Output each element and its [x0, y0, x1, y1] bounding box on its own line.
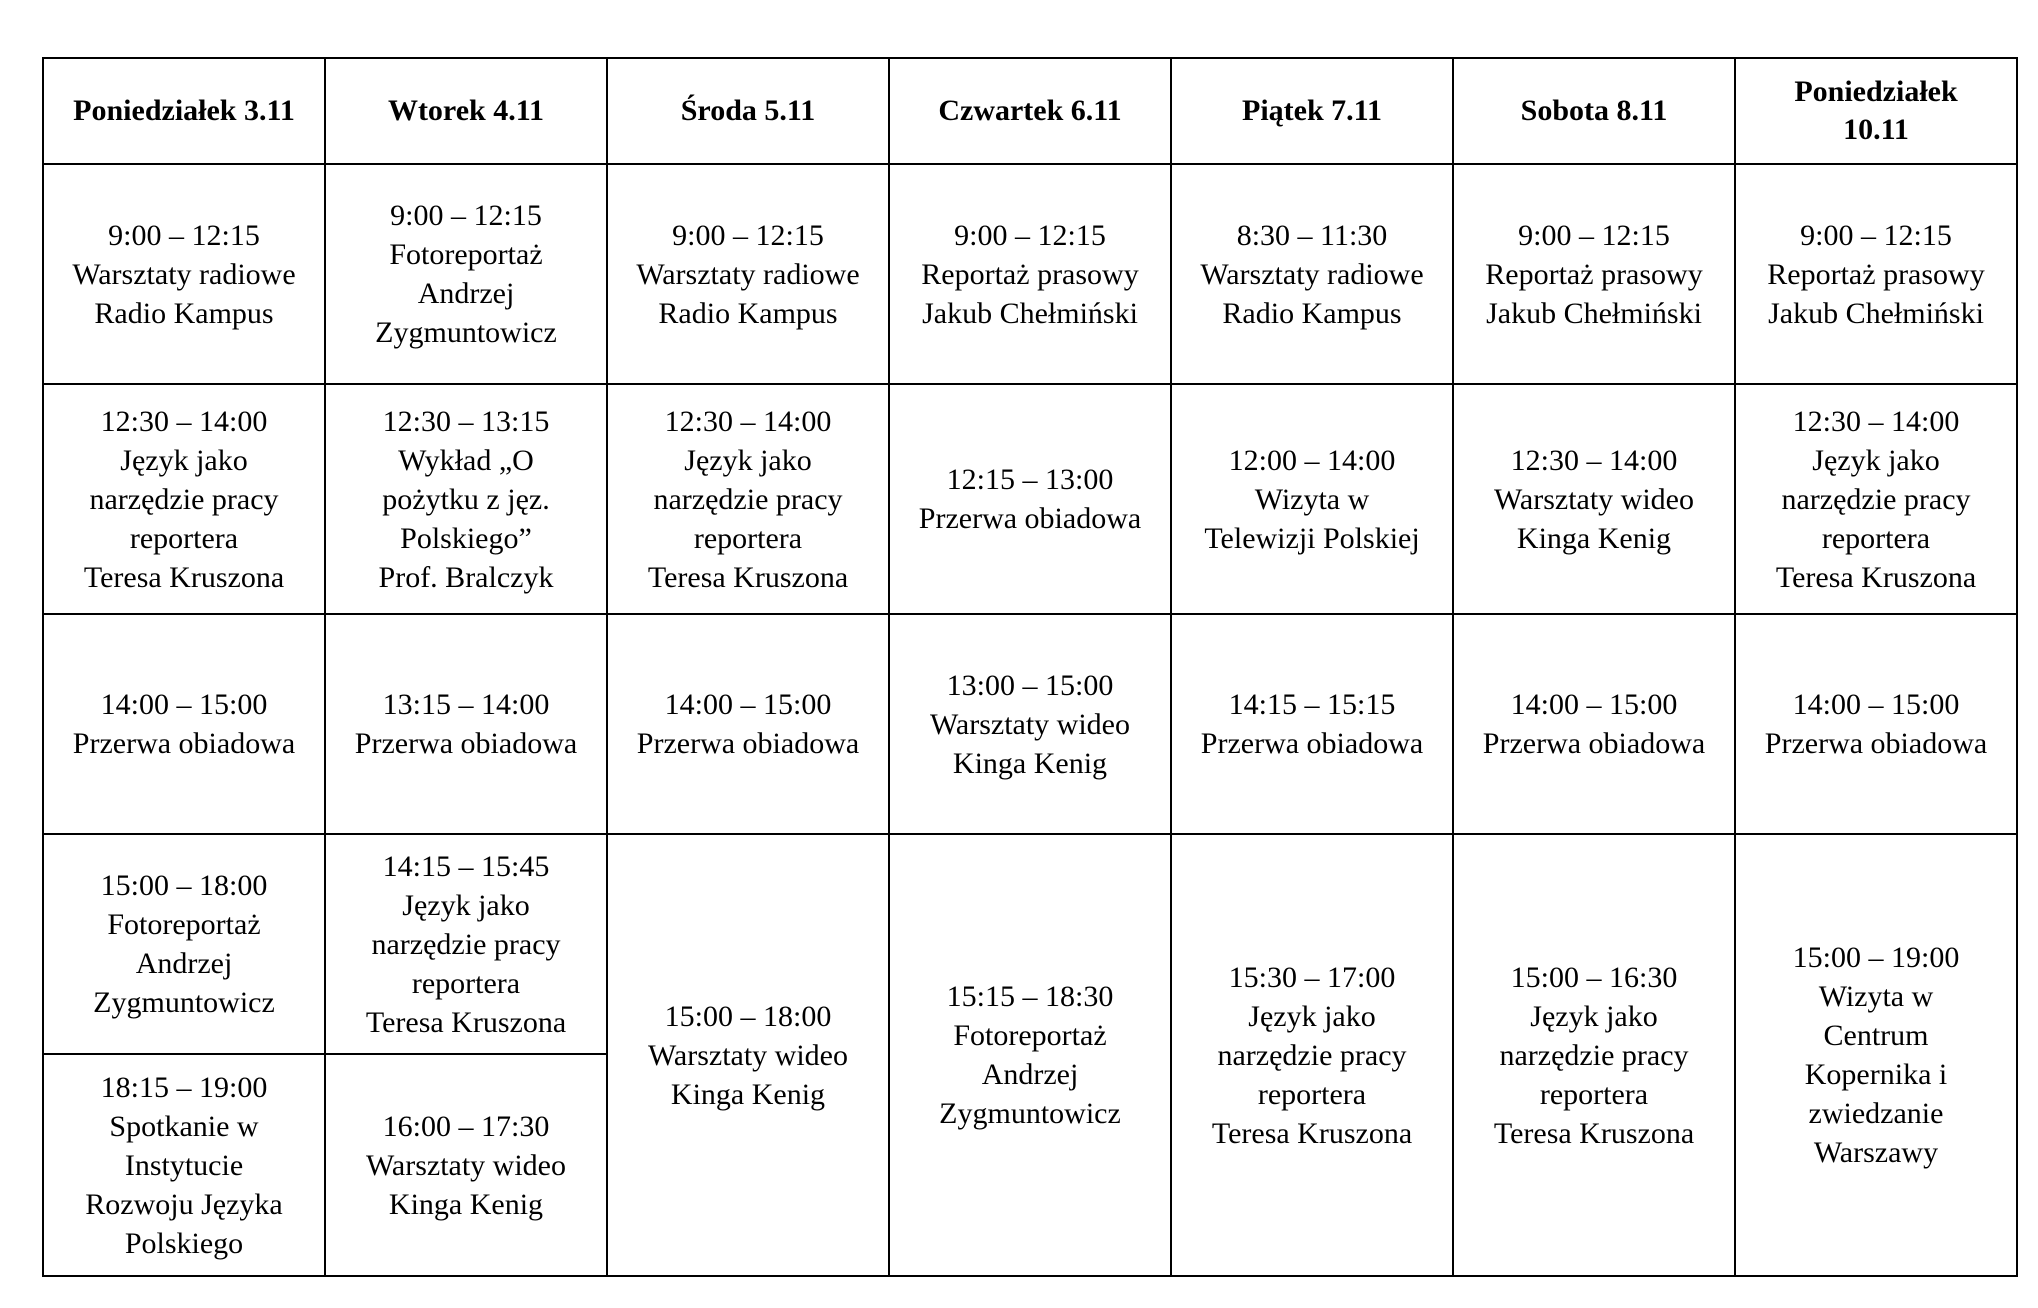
header-row [43, 58, 2017, 164]
event-text: Teresa Kruszona [1211, 1116, 1413, 1150]
schedule-cell [43, 1054, 325, 1276]
time-range: 9:00 – 12:15 [1800, 218, 1952, 252]
time-range: 15:00 – 18:00 [100, 869, 268, 902]
event-text: reportera [1539, 1077, 1649, 1111]
schedule-cell [1453, 164, 1735, 384]
event-text: Teresa Kruszona [1493, 1116, 1695, 1150]
row-afternoon [43, 834, 2017, 1054]
event-text: Zygmuntowicz [939, 1097, 1121, 1130]
time-range: 12:30 – 14:00 [1510, 443, 1678, 477]
time-range: 14:15 – 15:45 [382, 849, 550, 883]
time-range: 16:00 – 17:30 [382, 1109, 550, 1143]
schedule-cell [607, 164, 889, 384]
time-range: 15:00 – 16:30 [1510, 960, 1678, 994]
event-text: Andrzej [981, 1058, 1079, 1091]
event-text: Wizyta w [1254, 482, 1370, 516]
event-text: zwiedzanie [1808, 1097, 1944, 1130]
schedule-cell [1735, 614, 2017, 834]
event-text: narzędzie pracy [653, 482, 843, 516]
event-text: Spotkanie w [109, 1109, 259, 1143]
schedule-cell [889, 164, 1171, 384]
event-text: Język jako [1812, 443, 1940, 477]
event-text: Kinga Kenig [952, 746, 1108, 780]
event-text: Warsztaty wideo [365, 1148, 566, 1182]
event-text: narzędzie pracy [1499, 1038, 1689, 1072]
event-text: Reportaż prasowy [1767, 257, 1985, 291]
event-text: Teresa Kruszona [1775, 560, 1977, 594]
time-range: 18:15 – 19:00 [100, 1070, 268, 1104]
time-range: 9:00 – 12:15 [1518, 218, 1670, 252]
event-text: Radio Kampus [1222, 296, 1402, 330]
schedule-cell [1735, 384, 2017, 614]
time-range: 14:00 – 15:00 [664, 688, 832, 721]
schedule-cell [889, 614, 1171, 834]
schedule-cell [607, 384, 889, 614]
event-text: Warsztaty radiowe [1200, 257, 1424, 291]
event-text: Przerwa obiadowa [918, 502, 1142, 535]
time-range: 9:00 – 12:15 [672, 218, 824, 252]
schedule-cell [325, 1054, 607, 1276]
schedule-cell [43, 614, 325, 834]
event-text: narzędzie pracy [1217, 1038, 1407, 1072]
event-text: Fotoreportaż [953, 1019, 1107, 1052]
time-range: 9:00 – 12:15 [954, 218, 1106, 252]
schedule-cell [1171, 834, 1453, 1276]
header-day-5: Piątek 7.11 [1171, 58, 1453, 164]
time-range: 14:00 – 15:00 [100, 688, 268, 721]
event-text: Telewizji Polskiej [1204, 521, 1420, 555]
schedule-cell [607, 834, 889, 1276]
time-range: 12:00 – 14:00 [1228, 443, 1396, 477]
event-text: Warsztaty wideo [929, 707, 1130, 741]
row-morning [43, 164, 2017, 384]
schedule-cell [1453, 614, 1735, 834]
event-text: Przerwa obiadowa [1482, 727, 1706, 760]
schedule-cell [1453, 834, 1735, 1276]
time-range: 12:30 – 14:00 [664, 404, 832, 438]
event-text: Kopernika i [1804, 1058, 1948, 1091]
event-text: reportera [1821, 521, 1931, 555]
row-lunch [43, 614, 2017, 834]
header-day-6: Sobota 8.11 [1453, 58, 1735, 164]
event-text: narzędzie pracy [371, 927, 561, 961]
event-text: Kinga Kenig [1516, 521, 1672, 555]
event-text: Jakub Chełmiński [922, 296, 1138, 330]
time-range: 14:00 – 15:00 [1792, 688, 1960, 721]
event-text: Warszawy [1813, 1136, 1939, 1169]
event-text: Język jako [1530, 999, 1658, 1033]
time-range: 15:00 – 19:00 [1792, 941, 1960, 974]
schedule-cell [1171, 614, 1453, 834]
event-text: Kinga Kenig [670, 1077, 826, 1111]
event-text: Jakub Chełmiński [1768, 296, 1984, 330]
event-text: Przerwa obiadowa [354, 727, 578, 760]
schedule-cell [607, 614, 889, 834]
event-text: Polskiego [124, 1226, 244, 1260]
event-text: Instytucie [124, 1148, 244, 1182]
event-text: Reportaż prasowy [1485, 257, 1703, 291]
schedule-cell [325, 384, 607, 614]
event-text: Prof. Bralczyk [378, 560, 554, 594]
event-text: Zygmuntowicz [375, 316, 557, 349]
event-text: Andrzej [417, 277, 515, 310]
time-range: 14:00 – 15:00 [1510, 688, 1678, 721]
header-day-7: Poniedziałek 10.11 [1735, 58, 2017, 164]
schedule-cell [325, 834, 607, 1054]
schedule-cell [43, 164, 325, 384]
event-text: Przerwa obiadowa [1200, 727, 1424, 760]
event-text: pożytku z jęz. [382, 482, 550, 516]
schedule-cell [1171, 164, 1453, 384]
event-text: Przerwa obiadowa [636, 727, 860, 760]
time-range: 13:15 – 14:00 [382, 688, 550, 721]
time-range: 8:30 – 11:30 [1236, 218, 1388, 252]
event-text: Język jako [402, 888, 530, 922]
event-text: Fotoreportaż [389, 238, 543, 271]
event-text: narzędzie pracy [1781, 482, 1971, 516]
event-text: reportera [1257, 1077, 1367, 1111]
event-text: reportera [411, 966, 521, 1000]
time-range: 12:30 – 13:15 [382, 404, 550, 438]
schedule-cell [1735, 164, 2017, 384]
schedule-cell [1735, 834, 2017, 1276]
event-text: Teresa Kruszona [83, 560, 285, 594]
event-text: Warsztaty radiowe [72, 257, 296, 291]
schedule-table [42, 57, 2018, 1277]
time-range: 12:30 – 14:00 [100, 404, 268, 438]
time-range: 9:00 – 12:15 [108, 218, 260, 252]
header-day-3: Środa 5.11 [607, 58, 889, 164]
event-text: Andrzej [135, 947, 233, 980]
event-text: Przerwa obiadowa [1764, 727, 1988, 760]
event-text: Centrum [1823, 1019, 1929, 1052]
event-text: Jakub Chełmiński [1486, 296, 1702, 330]
schedule-cell [1171, 384, 1453, 614]
event-text: Kinga Kenig [388, 1187, 544, 1221]
schedule-cell [889, 384, 1171, 614]
schedule-cell [43, 834, 325, 1054]
time-range: 13:00 – 15:00 [946, 668, 1114, 702]
schedule-cell [889, 834, 1171, 1276]
event-text: narzędzie pracy [89, 482, 279, 516]
event-text: Warsztaty radiowe [636, 257, 860, 291]
event-text: Rozwoju Języka [85, 1187, 283, 1221]
event-text: Teresa Kruszona [647, 560, 849, 594]
schedule-cell [1453, 384, 1735, 614]
event-text: Warsztaty wideo [1493, 482, 1694, 516]
time-range: 15:15 – 18:30 [946, 980, 1114, 1013]
event-text: Język jako [1248, 999, 1376, 1033]
schedule-cell [43, 384, 325, 614]
event-text: Radio Kampus [658, 296, 838, 330]
row-midday [43, 384, 2017, 614]
event-text: Wykład „O [398, 443, 534, 477]
time-range: 9:00 – 12:15 [390, 199, 542, 232]
event-text: Teresa Kruszona [365, 1005, 567, 1039]
event-text: Przerwa obiadowa [72, 727, 296, 760]
event-text: Radio Kampus [94, 296, 274, 330]
event-text: Fotoreportaż [107, 908, 261, 941]
time-range: 12:15 – 13:00 [946, 463, 1114, 496]
event-text: Polskiego” [400, 521, 532, 555]
header-day-1: Poniedziałek 3.11 [43, 58, 325, 164]
event-text: Wizyta w [1818, 980, 1934, 1013]
event-text: Zygmuntowicz [93, 986, 275, 1019]
event-text: Warsztaty wideo [647, 1038, 848, 1072]
event-text: reportera [129, 521, 239, 555]
event-text: reportera [693, 521, 803, 555]
time-range: 14:15 – 15:15 [1228, 688, 1396, 721]
schedule-cell [325, 614, 607, 834]
event-text: Reportaż prasowy [921, 257, 1139, 291]
schedule-cell [325, 164, 607, 384]
event-text: Język jako [120, 443, 248, 477]
time-range: 15:00 – 18:00 [664, 999, 832, 1033]
time-range: 15:30 – 17:00 [1228, 960, 1396, 994]
time-range: 12:30 – 14:00 [1792, 404, 1960, 438]
header-day-2: Wtorek 4.11 [325, 58, 607, 164]
header-day-4: Czwartek 6.11 [889, 58, 1171, 164]
event-text: Język jako [684, 443, 812, 477]
